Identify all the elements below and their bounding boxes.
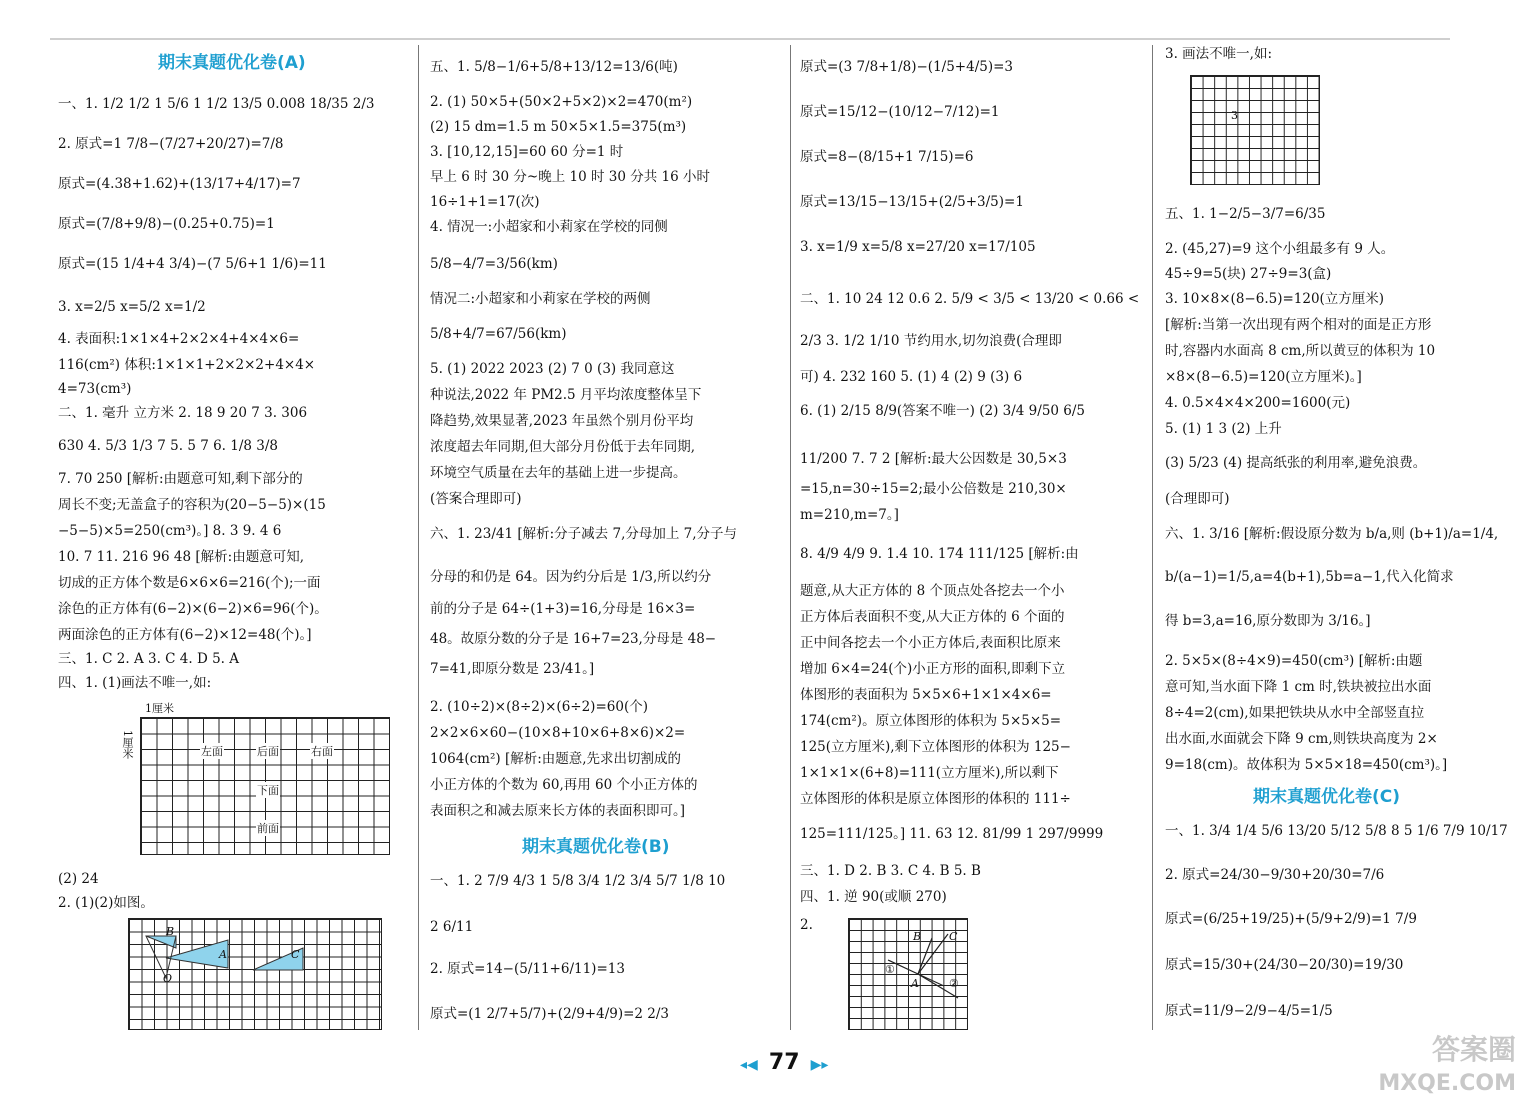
grid-label: 1厘米 [145, 702, 174, 715]
answer-line: 11/200 7. 7 2 [解析:最大公因数是 30,5×3 [800, 451, 1067, 467]
answer-line: 2. (45,27)=9 这个小组最多有 9 人。 [1165, 241, 1395, 257]
answer-line: 原式=(15 1/4+4 3/4)−(7 5/6+1 1/6)=11 [58, 256, 327, 272]
answer-line: 45÷9=5(块) 27÷9=3(盒) [1165, 266, 1332, 282]
answer-line: 六、1. 3/16 [解析:假设原分数为 b/a,则 (b+1)/a=1/4, [1165, 526, 1499, 542]
section-title-a: 期末真题优化卷(A) [158, 53, 306, 73]
answer-line: (合理即可) [1165, 491, 1230, 507]
answer-line: (2) 15 dm=1.5 m 50×5×1.5=375(m³) [430, 119, 687, 135]
answer-line: 种说法,2022 年 PM2.5 月平均浓度整体呈下 [430, 387, 702, 403]
grid-drawing [1190, 75, 1320, 185]
grid-label: 1厘米 [118, 730, 136, 759]
grid-label: ① [885, 963, 895, 976]
answer-line: 1064(cm²) [解析:由题意,先求出切割成的 [430, 751, 682, 767]
answer-line: (3) 5/23 (4) 提高纸张的利用率,避免浪费。 [1165, 455, 1427, 471]
answer-line: 3. 10×8×(8−6.5)=120(立方厘米) [1165, 291, 1385, 307]
column-4 [1165, 40, 1510, 1031]
answer-line: 原式=15/30+(24/30−20/30)=19/30 [1165, 957, 1404, 973]
section-title-b: 期末真题优化卷(B) [522, 837, 670, 857]
answer-line: (答案合理即可) [430, 491, 522, 507]
answer-line: 一、1. 3/4 1/4 5/6 13/20 5/12 5/8 8 5 1/6 7/9 10/17 [1165, 823, 1508, 839]
grid-label: A [219, 948, 227, 961]
answer-line: 2. 原式=1 7/8−(7/27+20/27)=7/8 [58, 136, 284, 152]
answer-line: 原式=(1 2/7+5/7)+(2/9+4/9)=2 2/3 [430, 1006, 670, 1022]
answer-line: 涂色的正方体有(6−2)×(6−2)×6=96(个)。 [58, 601, 328, 617]
answer-line: 7. 70 250 [解析:由题意可知,剩下部分的 [58, 471, 303, 487]
answer-line: 16÷1+1=17(次) [430, 194, 540, 210]
grid-label: 右面 [311, 745, 333, 758]
answer-line: 2. (1) 50×5+(50×2+5×2)×2=470(m²) [430, 94, 693, 110]
answer-line: 三、1. C 2. A 3. C 4. D 5. A [58, 651, 240, 667]
answer-line: 3. [10,12,15]=60 60 分=1 时 [430, 144, 624, 160]
answer-line: 早上 6 时 30 分~晚上 10 时 30 分共 16 小时 [430, 169, 711, 185]
grid-label: C [291, 948, 300, 961]
answer-line: 小正方体的个数为 60,再用 60 个小正方体的 [430, 777, 698, 793]
column-2 [430, 40, 780, 1031]
answer-line: 四、1. 逆 90(或顺 270) [800, 889, 947, 905]
answer-line: 体图形的表面积为 5×5×6+1×1×4×6= [800, 687, 1052, 703]
answer-line: 两面涂色的正方体有(6−2)×12=48(个)。] [58, 627, 312, 643]
answer-line: 174(cm²)。原立体图形的体积为 5×5×5= [800, 713, 1062, 729]
answer-line: 2. [800, 917, 813, 933]
answer-line: 原式=(7/8+9/8)−(0.25+0.75)=1 [58, 216, 275, 232]
answer-line: 意可知,当水面下降 1 cm 时,铁块被拉出水面 [1165, 679, 1432, 695]
answer-line: 分母的和仍是 64。因为约分后是 1/3,所以约分 [430, 569, 712, 585]
column-divider [1152, 45, 1153, 1030]
answer-line: 4. 表面积:1×1×4+2×2×4+4×4×6= [58, 331, 300, 347]
answer-line: 9=18(cm)。故体积为 5×5×18=450(cm³)。] [1165, 757, 1448, 773]
answer-line: 三、1. D 2. B 3. C 4. B 5. B [800, 863, 981, 879]
answer-line: 3. x=1/9 x=5/8 x=27/20 x=17/105 [800, 239, 1036, 255]
answer-line: 8. 4/9 4/9 9. 1.4 10. 174 111/125 [解析:由 [800, 546, 1079, 562]
grid-label: O [163, 972, 173, 985]
answer-line: 二、1. 10 24 12 0.6 2. 5/9 < 3/5 < 13/20 < 0.66 < [800, 291, 1140, 307]
grid-label: 下面 [257, 784, 279, 797]
grid-label: A [911, 977, 919, 990]
answer-line: 时,容器内水面高 8 cm,所以黄豆的体积为 10 [1165, 343, 1436, 359]
answer-line: 116(cm²) 体积:1×1×1+2×2×2+4×4× [58, 357, 316, 373]
answer-line: 2. (1)(2)如图。 [58, 895, 154, 911]
section-title-c: 期末真题优化卷(C) [1253, 787, 1401, 807]
answer-line: 得 b=3,a=16,原分数即为 3/16。] [1165, 613, 1371, 629]
answer-line: 原式=(3 7/8+1/8)−(1/5+4/5)=3 [800, 59, 1014, 75]
page-number: 77 [768, 1050, 800, 1075]
answer-line: 4. 情况一:小超家和小莉家在学校的同侧 [430, 219, 668, 235]
column-1 [58, 40, 408, 1031]
answer-line: 题意,从大正方体的 8 个顶点处各挖去一个小 [800, 583, 1065, 599]
answer-line: 3. x=2/5 x=5/2 x=1/2 [58, 299, 206, 315]
answer-line: 可) 4. 232 160 5. (1) 4 (2) 9 (3) 6 [800, 369, 1023, 385]
answer-line: b/(a−1)=1/5,a=4(b+1),5b=a−1,代入化简求 [1165, 569, 1454, 585]
answer-line: 浓度超去年同期,但大部分月份低于去年同期, [430, 439, 696, 455]
answer-line: [解析:当第一次出现有两个相对的面是正方形 [1165, 317, 1432, 333]
answer-line: 增加 6×4=24(个)小正方形的面积,即剩下立 [800, 661, 1066, 677]
answer-line: 5. (1) 2022 2023 (2) 7 0 (3) 我同意这 [430, 361, 675, 377]
grid-label: C [949, 930, 958, 943]
answer-line: 正方体后表面积不变,从大正方体的 6 个面的 [800, 609, 1065, 625]
answer-line: 125(立方厘米),剩下立体图形的体积为 125− [800, 739, 1071, 755]
grid-label: ② [949, 977, 959, 990]
answer-line: 2/3 3. 1/2 1/10 节约用水,切勿浪费(合理即 [800, 333, 1062, 349]
watermark-logo: 答案圈 [1431, 1033, 1516, 1066]
answer-line: 周长不变;无盖盒子的容积为(20−5−5)×(15 [58, 497, 326, 513]
next-arrow-icon: ▶▸ [810, 1057, 829, 1073]
page-footer [740, 1050, 828, 1075]
answer-line: 2. (10÷2)×(8÷2)×(6÷2)=60(个) [430, 699, 648, 715]
column-3 [800, 40, 1145, 1031]
answer-line: 环境空气质量在去年的基础上进一步提高。 [430, 465, 687, 481]
answer-line: 二、1. 毫升 立方米 2. 18 9 20 7 3. 306 [58, 405, 308, 421]
answer-line: 2×2×6×60−(10×8+10×6+8×6)×2= [430, 725, 686, 741]
answer-line: 4. 0.5×4×4×200=1600(元) [1165, 395, 1351, 411]
answer-line: 2 6/11 [430, 919, 474, 935]
answer-line: 5/8−4/7=3/56(km) [430, 256, 558, 272]
watermark [1378, 1033, 1516, 1101]
answer-line: 立体图形的体积是原立体图形的体积的 111÷ [800, 791, 1071, 807]
answer-line: 5. (1) 1 3 (2) 上升 [1165, 421, 1282, 437]
answer-line: 降趋势,效果显著,2023 年虽然个别月份平均 [430, 413, 694, 429]
answer-line: m=210,m=7。] [800, 507, 899, 523]
grid-label: B [166, 925, 175, 938]
answer-line: 原式=(4.38+1.62)+(13/17+4/17)=7 [58, 176, 301, 192]
prev-arrow-icon: ◂◀ [740, 1057, 758, 1073]
answer-line: 原式=11/9−2/9−4/5=1/5 [1165, 1003, 1333, 1019]
grid-label: B [913, 930, 922, 943]
answer-line: 正中间各挖去一个小正方体后,表面积比原来 [800, 635, 1061, 651]
answer-line: 原式=(6/25+19/25)+(5/9+2/9)=1 7/9 [1165, 911, 1417, 927]
answer-line: 1×1×1×(6+8)=111(立方厘米),所以剩下 [800, 765, 1059, 781]
answer-line: 3. 画法不唯一,如: [1165, 46, 1273, 62]
grid-label: 前面 [257, 822, 279, 835]
answer-line: −5−5)×5=250(cm³)。] 8. 3 9. 4 6 [58, 523, 282, 539]
answer-line: 前的分子是 64÷(1+3)=16,分母是 16×3= [430, 601, 696, 617]
answer-line: 情况二:小超家和小莉家在学校的两侧 [430, 291, 651, 307]
answer-line: 切成的正方体个数是6×6×6=216(个);一面 [58, 575, 321, 591]
answer-line: 630 4. 5/3 1/3 7 5. 5 7 6. 1/8 3/8 [58, 438, 278, 454]
answer-line: 48。故原分数的分子是 16+7=23,分母是 48− [430, 631, 717, 647]
answer-line: 五、1. 1−2/5−3/7=6/35 [1165, 206, 1326, 222]
column-divider [418, 45, 419, 1030]
answer-line: =15,n=30÷15=2;最小公倍数是 210,30× [800, 481, 1067, 497]
answer-line: 原式=13/15−13/15+(2/5+3/5)=1 [800, 194, 1024, 210]
answer-line: 10. 7 11. 216 96 48 [解析:由题意可知, [58, 549, 305, 565]
answer-line: 5/8+4/7=67/56(km) [430, 326, 567, 342]
answer-line: 六、1. 23/41 [解析:分子减去 7,分母加上 7,分子与 [430, 526, 738, 542]
answer-line: (2) 24 [58, 871, 99, 887]
answer-line: 8÷4=2(cm),如果把铁块从水中全部竖直拉 [1165, 705, 1425, 721]
answer-line: 一、1. 1/2 1/2 1 5/6 1 1/2 13/5 0.008 18/35 2/3 [58, 96, 375, 112]
watermark-url: MXQE.COM [1378, 1071, 1516, 1096]
answer-line: 原式=8−(8/15+1 7/15)=6 [800, 149, 974, 165]
grid-label: 左面 [201, 745, 223, 758]
grid-label: 后面 [257, 745, 279, 758]
answer-line: 7=41,即原分数是 23/41。] [430, 661, 595, 677]
column-divider [790, 45, 791, 1030]
answer-line: 2. 原式=14−(5/11+6/11)=13 [430, 961, 625, 977]
answer-line: 出水面,水面就会下降 9 cm,则铁块高度为 2× [1165, 731, 1438, 747]
answer-line: 表面积之和减去原来长方体的表面积即可。] [430, 803, 686, 819]
grid-label: 3 [1231, 109, 1238, 122]
answer-line: 五、1. 5/8−1/6+5/8+13/12=13/6(吨) [430, 59, 678, 75]
answer-line: 2. 原式=24/30−9/30+20/30=7/6 [1165, 867, 1385, 883]
answer-line: 4=73(cm³) [58, 381, 132, 397]
answer-line: 6. (1) 2/15 8/9(答案不唯一) (2) 3/4 9/50 6/5 [800, 403, 1086, 419]
answer-line: ×8×(8−6.5)=120(立方厘米)。] [1165, 369, 1362, 385]
answer-line: 125=111/125。] 11. 63 12. 81/99 1 297/9999 [800, 826, 1104, 842]
answer-line: 一、1. 2 7/9 4/3 1 5/8 3/4 1/2 3/4 5/7 1/8 10 [430, 873, 726, 889]
answer-line: 四、1. (1)画法不唯一,如: [58, 675, 212, 691]
answer-line: 原式=15/12−(10/12−7/12)=1 [800, 104, 1000, 120]
answer-line: 2. 5×5×(8÷4×9)=450(cm³) [解析:由题 [1165, 653, 1423, 669]
